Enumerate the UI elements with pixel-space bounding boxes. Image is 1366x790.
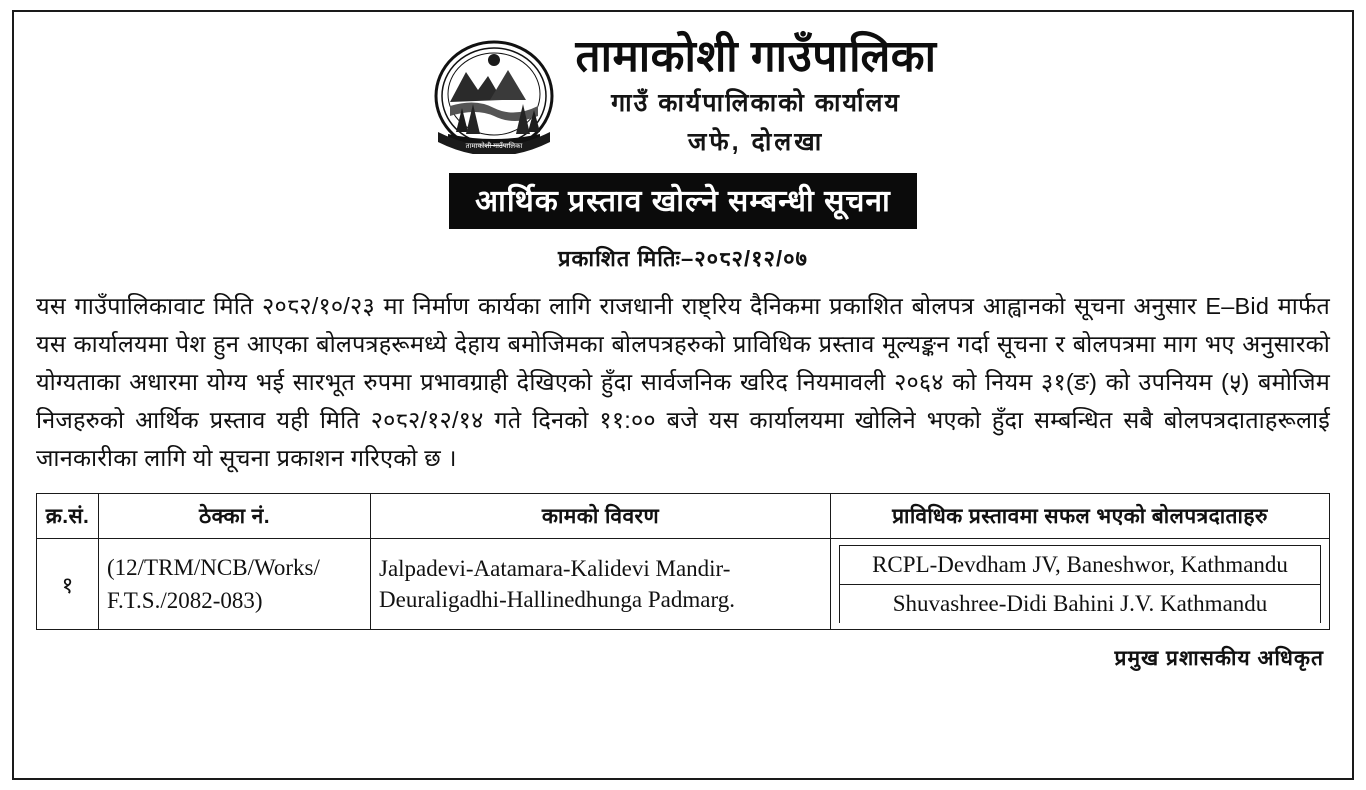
notice-title-banner: आर्थिक प्रस्ताव खोल्ने सम्बन्धी सूचना	[449, 173, 917, 229]
signature-designation: प्रमुख प्रशासकीय अधिकृत	[1114, 647, 1324, 671]
notice-body-paragraph: यस गाउँपालिकावाट मिति २०८२/१०/२३ मा निर्माण कार्यका लागि राजधानी राष्ट्रिय दैनिकमा प्रकाशित बोलपत्र आह्वानको सूचना अनुसार E–Bid मार्फत यस कार्यालयमा पेश हुन आएका बोलपत्रहरूमध्ये देहाय बमोजिमका बोलपत्रहरुको प्राविधिक प्रस्ताव मूल्यङ्कन गर्दा सूचना र बोलपत्रमा माग भए अनुसारको योग्यताका अधारमा योग्य भई सारभूत रुपमा प्रभावग्राही देखिएको हुँदा सार्वजनिक खरिद नियमावली २०६४ को नियम ३१(ङ) को उपनियम (५) बमोजिम निजहरुको आर्थिक प्रस्ताव यही मिति २०८२/१२/१४ गते दिनको ११:०० बजे यस कार्यालयमा खोलिने भएको हुँदा सम्बन्धित सबै बोलपत्रदाताहरूलाई जानकारीका लागि यो सूचना प्रकाशन गरिएको छ ।	[36, 292, 1330, 472]
table-header-work-description: कामको विवरण	[371, 494, 831, 539]
svg-text:तामाकोशी गाउँपालिका: तामाकोशी गाउँपालिका	[465, 143, 522, 150]
bidder-row	[840, 546, 1321, 585]
nepal-municipality-emblem-icon	[430, 36, 558, 154]
row-work-description: Jalpadevi-Aatamara-Kalidevi Mandir-Deuraligadhi-Hallinedhunga Padmarg.	[371, 539, 831, 630]
organization-location: जफे, दोलखा	[687, 128, 825, 157]
bidder-list-table	[839, 545, 1321, 623]
document-header	[36, 32, 1330, 159]
table-header-sn: क्र.सं.	[37, 494, 99, 539]
row-bidders-cell	[831, 539, 1330, 630]
title-banner-row	[36, 173, 1330, 229]
row-serial-number: १	[37, 539, 99, 630]
organization-name: तामाकोशी गाउँपालिका	[575, 32, 937, 81]
bidder-name-2: Shuvashree-Didi Bahini J.V. Kathmandu	[840, 585, 1321, 624]
organization-titles	[576, 32, 937, 159]
bidder-name-1: RCPL-Devdham JV, Baneshwor, Kathmandu	[840, 546, 1321, 585]
notice-border-frame	[12, 10, 1354, 780]
bidders-table-wrapper	[36, 493, 1330, 630]
published-date: प्रकाशित मितिः–२०८२/१२/०७	[558, 245, 808, 271]
row-contract-number: (12/TRM/NCB/Works/ F.T.S./2082-083)	[99, 539, 371, 630]
table-header-contract-no: ठेक्का नं.	[99, 494, 371, 539]
table-header-qualified-bidders: प्राविधिक प्रस्तावमा सफल भएको बोलपत्रदाताहरु	[831, 494, 1330, 539]
table-header-row	[37, 494, 1330, 539]
organization-office: गाउँ कार्यपालिकाको कार्यालय	[611, 88, 901, 117]
bidder-row	[840, 585, 1321, 624]
bidders-table	[36, 493, 1330, 630]
table-row	[37, 539, 1330, 630]
